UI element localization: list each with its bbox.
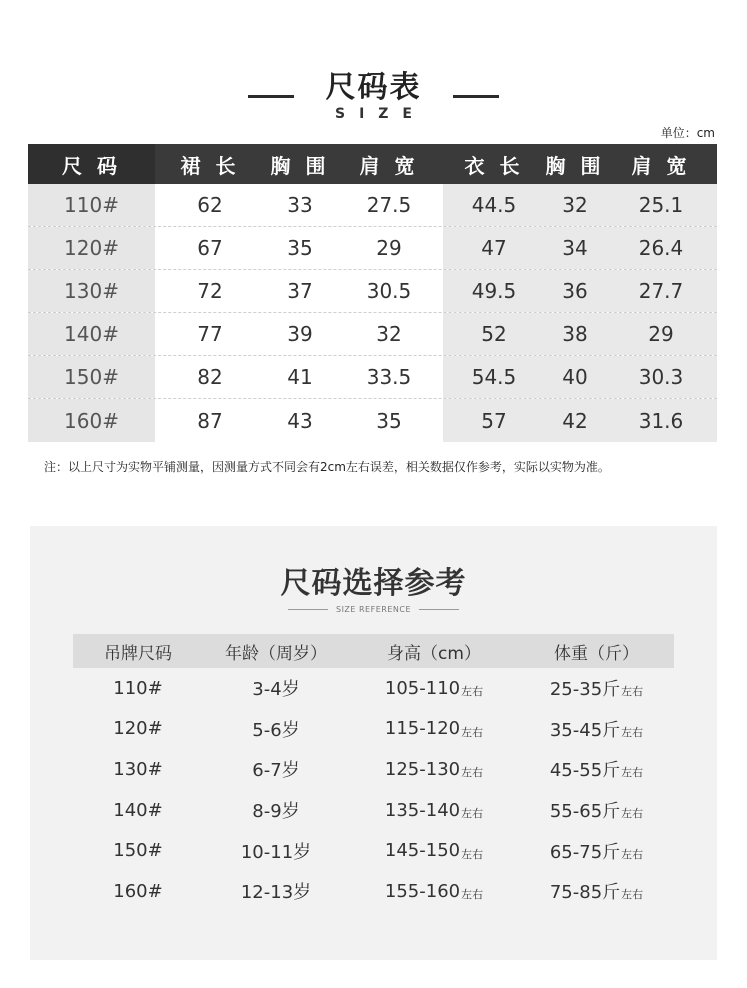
weight-value: 45-55斤 [549, 760, 621, 782]
weight-cell [519, 790, 674, 831]
header-cell: 身高（cm） [387, 643, 481, 664]
table-row [73, 871, 674, 912]
table-row [28, 227, 717, 270]
table-cell: 82 [155, 356, 265, 398]
approx-label: 左右 [621, 847, 644, 861]
table-cell: 29 [605, 313, 717, 355]
weight-cell [519, 871, 674, 912]
size-chart-title: 尺码表 [325, 70, 422, 105]
table-cell: 38 [545, 313, 605, 355]
table-cell: 120# [28, 227, 155, 269]
size-chart-header-row [28, 144, 717, 184]
subtitle-right-rule [419, 609, 459, 610]
table-cell: 52 [443, 313, 545, 355]
table-cell: 160# [28, 399, 155, 442]
table-cell: 27.5 [335, 184, 443, 226]
table-cell: 54.5 [443, 356, 545, 398]
table-row [73, 709, 674, 750]
approx-label: 左右 [461, 766, 484, 780]
table-cell: 25.1 [605, 184, 717, 226]
approx-label: 左右 [621, 685, 644, 699]
table-cell: 36 [545, 270, 605, 312]
size-chart-title-block [0, 70, 747, 122]
height-value: 125-130 [384, 758, 461, 780]
table-cell: 44.5 [443, 184, 545, 226]
weight-cell [519, 709, 674, 750]
subtitle-left-rule [288, 609, 328, 610]
table-cell: 77 [155, 313, 265, 355]
table-row [28, 313, 717, 356]
weight-value: 65-75斤 [549, 841, 621, 863]
height-value: 105-110 [384, 677, 461, 699]
unit-label: 单位：cm [660, 126, 715, 140]
height-value: 135-140 [384, 799, 461, 821]
height-cell [349, 790, 519, 831]
measurement-note: 注：以上尺寸为实物平铺测量，因测量方式不同会有2cm左右误差，相关数据仅作参考，实际以实物为准。 [44, 460, 610, 474]
age-cell: 3-4岁 [252, 679, 300, 701]
age-cell: 12-13岁 [240, 882, 312, 904]
weight-cell [519, 830, 674, 871]
table-cell: 37 [265, 270, 335, 312]
header-cell: 胸 围 [545, 153, 605, 178]
table-cell: 27.7 [605, 270, 717, 312]
size-cell: 130# [113, 758, 163, 780]
table-cell: 31.6 [605, 399, 717, 442]
table-cell: 49.5 [443, 270, 545, 312]
table-row [28, 356, 717, 399]
table-cell: 40 [545, 356, 605, 398]
table-cell: 62 [155, 184, 265, 226]
age-cell: 5-6岁 [252, 719, 300, 741]
table-cell: 43 [265, 399, 335, 442]
table-cell: 30.5 [335, 270, 443, 312]
title-right-rule [453, 95, 499, 98]
size-cell: 120# [113, 718, 163, 740]
title-left-rule [248, 95, 294, 98]
header-cell: 体重（斤） [554, 643, 639, 664]
weight-value: 55-65斤 [549, 801, 621, 823]
table-row [73, 749, 674, 790]
header-cell: 衣 长 [464, 153, 524, 178]
table-cell: 30.3 [605, 356, 717, 398]
approx-label: 左右 [621, 766, 644, 780]
header-cell: 肩 宽 [359, 153, 419, 178]
header-cell: 尺 码 [28, 144, 155, 184]
table-cell: 26.4 [605, 227, 717, 269]
size-reference-table [73, 634, 674, 912]
table-cell: 34 [545, 227, 605, 269]
height-value: 115-120 [384, 718, 461, 740]
weight-value: 25-35斤 [549, 679, 621, 701]
size-reference-subtitle: SIZE REFERENCE [335, 605, 412, 614]
size-cell: 160# [113, 880, 163, 902]
table-cell: 35 [335, 399, 443, 442]
height-value: 145-150 [384, 840, 461, 862]
reference-header-row [73, 634, 674, 668]
size-reference-title: 尺码选择参考 [280, 566, 467, 601]
weight-cell [519, 749, 674, 790]
table-cell: 67 [155, 227, 265, 269]
table-cell: 39 [265, 313, 335, 355]
age-cell: 8-9岁 [252, 801, 300, 823]
approx-label: 左右 [461, 807, 484, 821]
table-cell: 29 [335, 227, 443, 269]
table-cell: 140# [28, 313, 155, 355]
header-cell: 胸 围 [270, 153, 330, 178]
size-cell: 150# [113, 840, 163, 862]
height-cell [349, 871, 519, 912]
size-reference-panel [30, 526, 717, 960]
size-reference-subtitle-block [30, 605, 717, 614]
header-cell: 吊牌尺码 [104, 643, 172, 664]
table-row [28, 184, 717, 227]
table-row [73, 830, 674, 871]
table-cell: 57 [443, 399, 545, 442]
height-cell [349, 830, 519, 871]
weight-value: 75-85斤 [549, 882, 621, 904]
table-cell: 33.5 [335, 356, 443, 398]
size-cell: 110# [113, 677, 163, 699]
approx-label: 左右 [461, 847, 484, 861]
approx-label: 左右 [461, 725, 484, 739]
age-cell: 6-7岁 [252, 760, 300, 782]
table-cell: 130# [28, 270, 155, 312]
table-cell: 150# [28, 356, 155, 398]
table-row [73, 790, 674, 831]
approx-label: 左右 [621, 888, 644, 902]
header-cell: 肩 宽 [631, 153, 691, 178]
height-cell [349, 749, 519, 790]
size-cell: 140# [113, 799, 163, 821]
table-cell: 32 [545, 184, 605, 226]
height-cell [349, 709, 519, 750]
size-chart-table [28, 144, 717, 442]
height-value: 155-160 [384, 880, 461, 902]
approx-label: 左右 [461, 888, 484, 902]
height-cell [349, 668, 519, 709]
age-cell: 10-11岁 [240, 841, 312, 863]
table-cell: 32 [335, 313, 443, 355]
table-cell: 110# [28, 184, 155, 226]
table-cell: 41 [265, 356, 335, 398]
table-cell: 47 [443, 227, 545, 269]
table-cell: 72 [155, 270, 265, 312]
weight-cell [519, 668, 674, 709]
table-cell: 33 [265, 184, 335, 226]
header-cell: 裙 长 [180, 153, 240, 178]
approx-label: 左右 [621, 807, 644, 821]
table-row [28, 399, 717, 442]
approx-label: 左右 [461, 685, 484, 699]
table-cell: 42 [545, 399, 605, 442]
header-cell: 年龄（周岁） [225, 643, 327, 664]
table-cell: 35 [265, 227, 335, 269]
approx-label: 左右 [621, 725, 644, 739]
weight-value: 35-45斤 [549, 719, 621, 741]
table-row [73, 668, 674, 709]
title-text-group [321, 70, 426, 122]
size-chart-subtitle: SIZE [334, 106, 426, 122]
table-row [28, 270, 717, 313]
table-cell: 87 [155, 399, 265, 442]
